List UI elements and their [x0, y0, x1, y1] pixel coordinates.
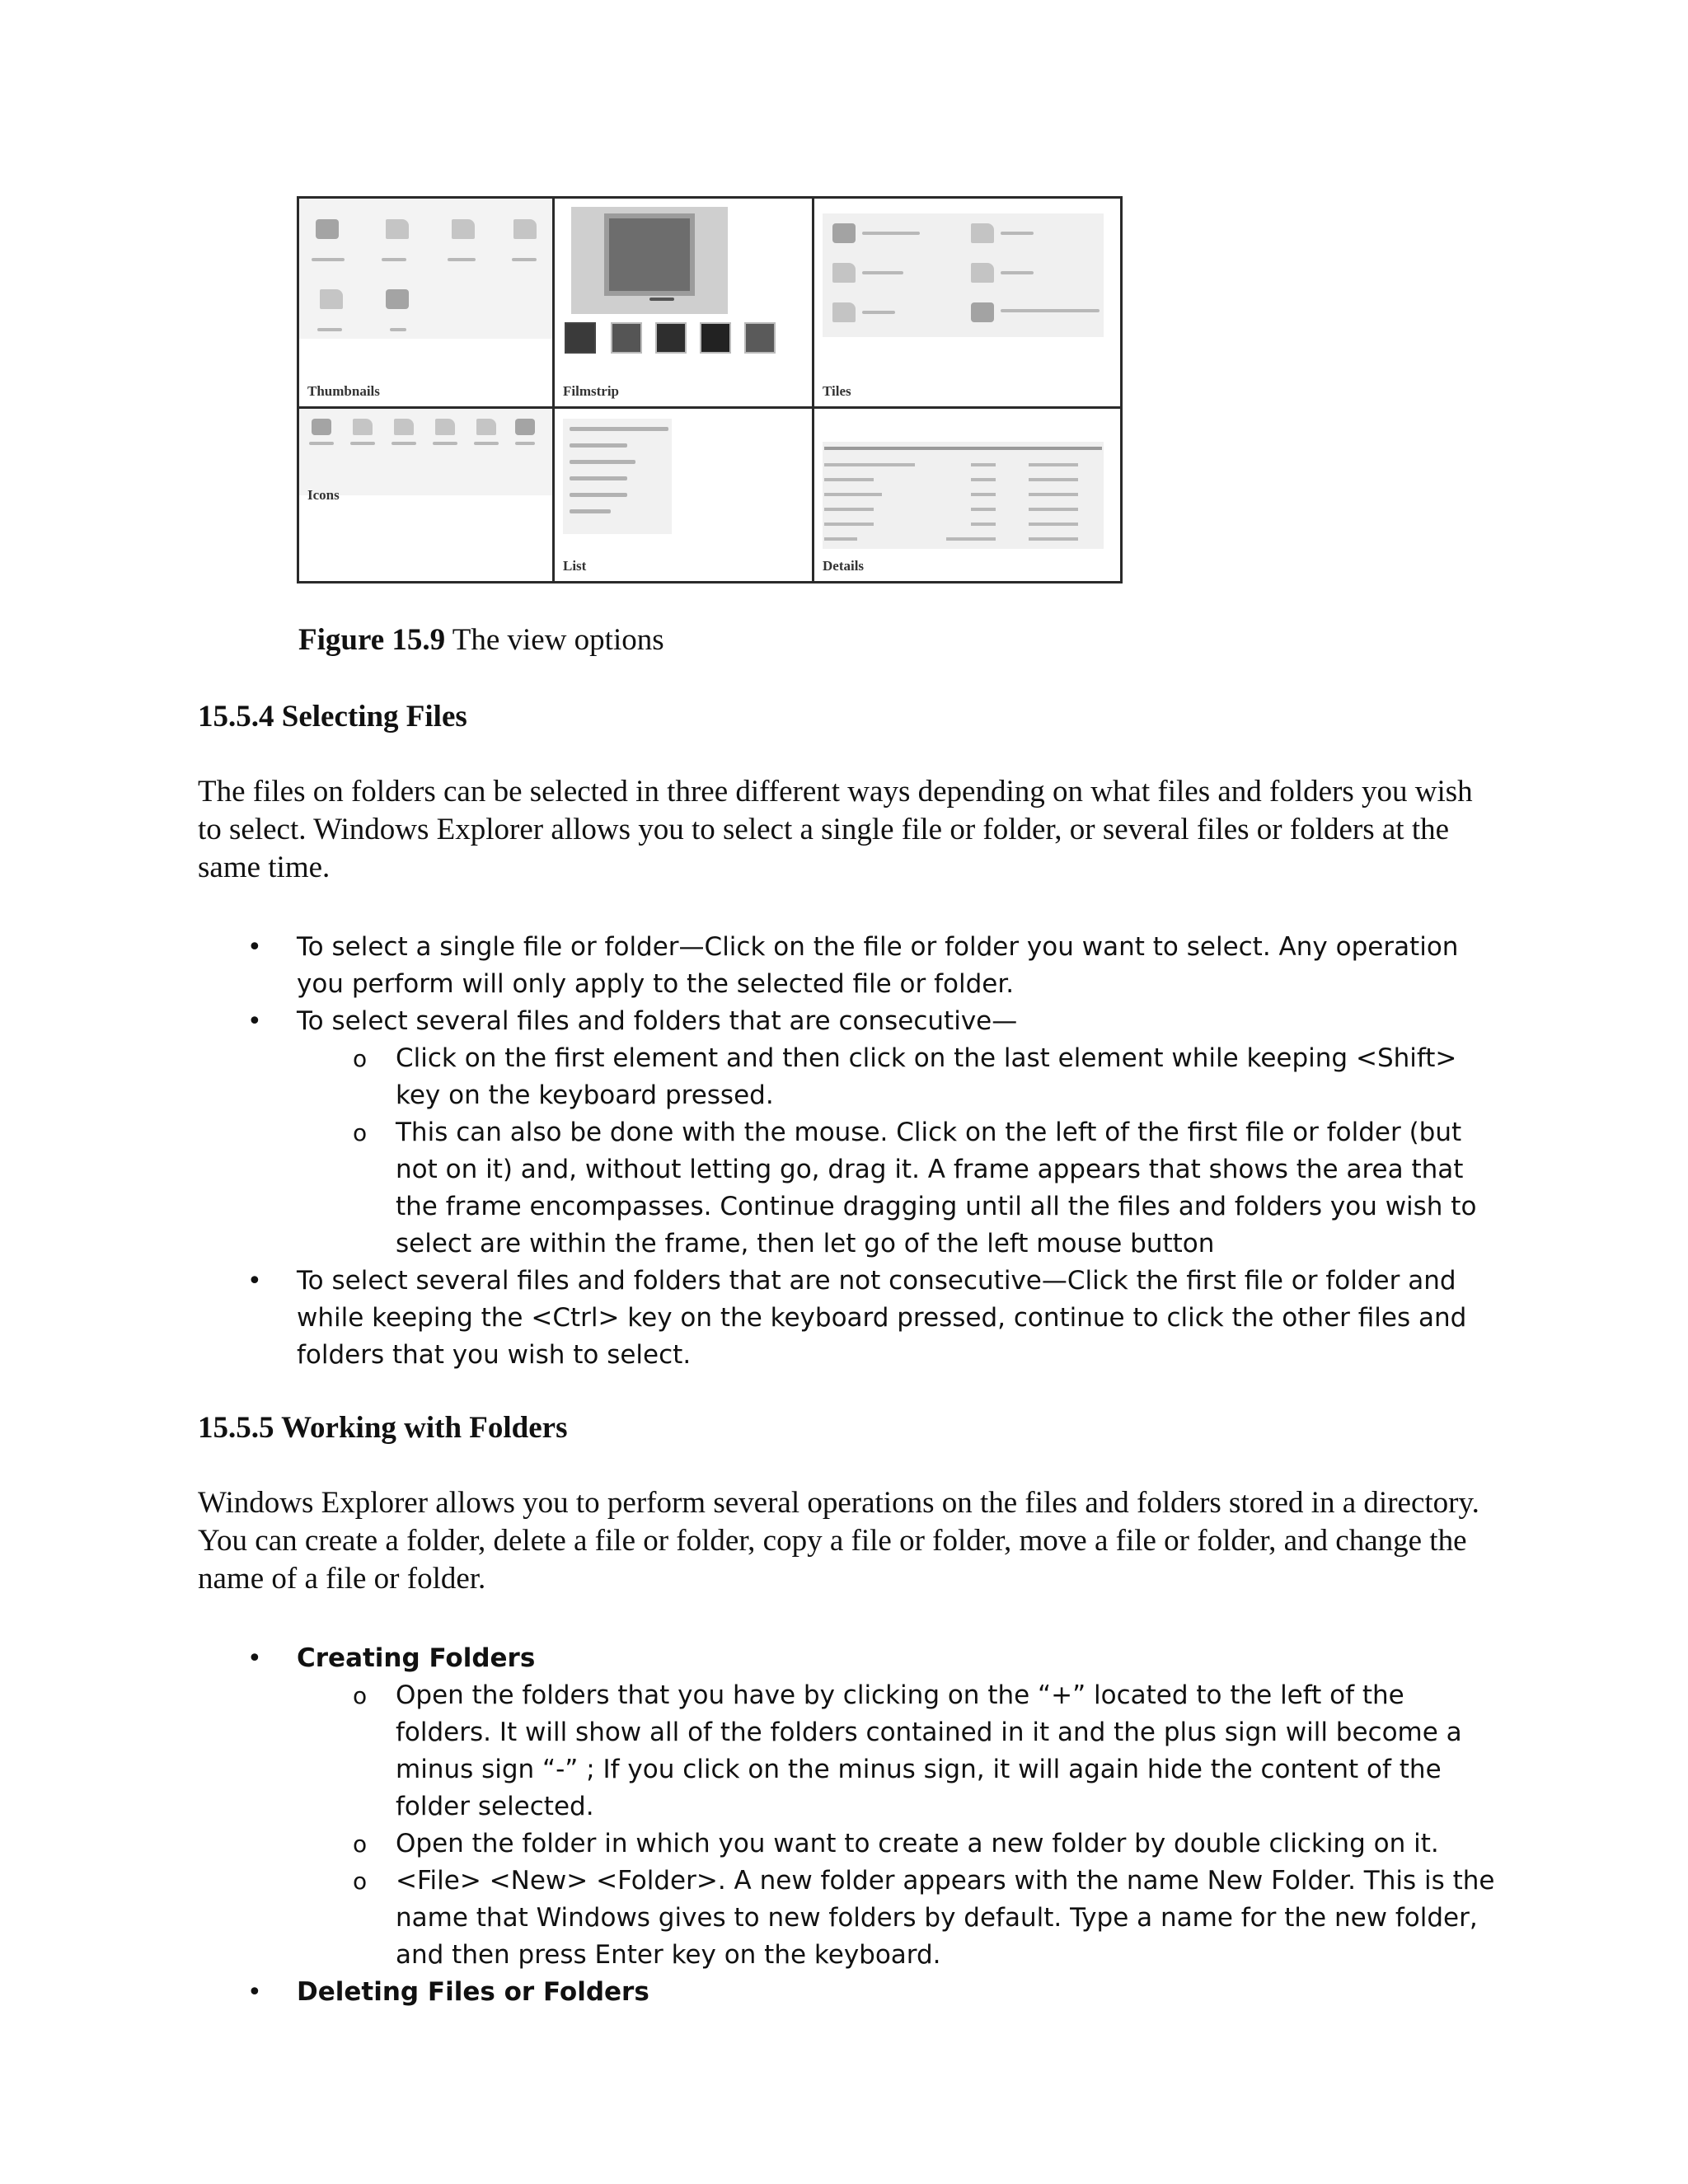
icons-pane	[299, 409, 552, 495]
tile-caption	[1001, 271, 1034, 274]
folder-icon	[832, 302, 856, 322]
folder-icon	[394, 419, 414, 435]
details-label: Details	[823, 558, 865, 574]
sub-list-item	[297, 1825, 1500, 1863]
icon-caption	[309, 442, 334, 445]
details-cell	[971, 463, 996, 466]
file-icon	[971, 302, 994, 322]
sub-bullet-text: This can also be done with the mouse. Click on the left of the first file or folder (but not on it) and, without letting go, drag it. A frame appears that shows the area that the frame encompasses. Continue dragging until all the files and folders you wish to select are within the frame, then let go of the left mouse button	[396, 1118, 1477, 1258]
figure-cell-icons	[299, 409, 555, 581]
list-item	[247, 929, 1500, 1003]
film-thumbnail	[611, 322, 642, 354]
film-thumbnail	[744, 322, 776, 354]
sub-list-item	[297, 1114, 1500, 1263]
selecting-files-list	[247, 929, 1500, 1374]
figure-number: Figure 15.9	[298, 623, 446, 657]
bullet-text: To select several files and folders that are consecutive—	[297, 1006, 1018, 1036]
list-entry	[570, 509, 611, 513]
sub-list	[297, 1677, 1500, 1974]
icon-caption	[433, 442, 457, 445]
icon-caption	[474, 442, 499, 445]
sub-list-item	[297, 1040, 1500, 1114]
list-item	[247, 1974, 1500, 2011]
section-heading-working-with-folders: 15.5.5 Working with Folders	[198, 1411, 568, 1445]
list-entry	[570, 493, 627, 497]
sub-bullet-text: Open the folders that you have by clicking on the “+” located to the left of the folders. It will show all of the folders contained in it and the plus sign will become a minus sign “-” ; If you click on the minus sign, it will again hide the content of the folder selected.	[396, 1680, 1462, 1821]
details-cell	[971, 523, 996, 526]
tiles-label: Tiles	[823, 383, 851, 399]
film-thumbnail	[565, 322, 596, 354]
playback-controls	[649, 298, 674, 301]
icon-caption	[317, 328, 342, 331]
bullet-text: To select several files and folders that are not consecutive—Click the first file or folder and while keeping the <Ctrl> key on the keyboard pressed, continue to click the other files and folders that you wish to select.	[297, 1266, 1467, 1370]
bullet-text: To select a single file or folder—Click on the file or folder you want to select. Any operation you perform will only apply to the selected file or folder.	[297, 932, 1459, 999]
icon-caption	[392, 442, 416, 445]
icon-caption	[390, 328, 406, 331]
folder-icon	[476, 419, 496, 435]
bullet-title: Creating Folders	[297, 1643, 536, 1673]
sub-bullet-text: Click on the first element and then click on the last element while keeping <Shift> key on the keyboard pressed.	[396, 1043, 1457, 1110]
working-with-folders-intro: Windows Explorer allows you to perform several operations on the files and folders stored in a directory. You can create a folder, delete a file or folder, copy a file or folder, move a file or folder, and change the name of a file or folder.	[198, 1486, 1479, 1596]
details-row	[824, 463, 915, 466]
figure-caption-text: The view options	[445, 623, 664, 657]
folder-icon	[386, 219, 409, 239]
list-entry	[570, 443, 627, 448]
icons-label: Icons	[307, 487, 340, 503]
list-item	[247, 1263, 1500, 1374]
sub-bullet-text: Open the folder in which you want to create a new folder by double clicking on it.	[396, 1829, 1439, 1858]
details-cell	[971, 478, 996, 481]
list-item	[247, 1003, 1500, 1263]
list-entry	[570, 460, 635, 464]
folder-icon	[513, 219, 537, 239]
details-cell	[946, 537, 996, 541]
data-sources-icon	[312, 419, 331, 435]
details-cell	[1029, 508, 1078, 511]
details-cell	[971, 493, 996, 496]
figure-cell-thumbnails	[299, 199, 555, 409]
sub-bullet-text: <File> <New> <Folder>. A new folder appears with the name New Folder. This is the name that Windows gives to new folders by default. Type a name for the new folder, and then press Enter key on the keyboard.	[396, 1866, 1495, 1970]
icon-caption	[382, 258, 406, 261]
folder-icon	[832, 263, 856, 283]
view-options-figure	[297, 196, 1123, 583]
working-with-folders-list	[247, 1640, 1500, 2011]
details-row	[824, 508, 874, 511]
details-row	[824, 537, 857, 541]
figure-cell-details	[814, 409, 1120, 581]
folder-icon	[320, 289, 343, 309]
sub-list-item	[297, 1677, 1500, 1825]
icon-caption	[312, 258, 345, 261]
folder-icon	[435, 419, 455, 435]
data-sources-icon	[832, 223, 856, 243]
icon-caption	[512, 258, 537, 261]
file-icon	[515, 419, 535, 435]
figure-cell-tiles	[814, 199, 1120, 409]
film-thumbnail	[655, 322, 687, 354]
film-thumbnail	[700, 322, 731, 354]
folder-icon	[452, 219, 475, 239]
details-cell	[1029, 478, 1078, 481]
details-row	[824, 478, 874, 481]
folder-icon	[353, 419, 373, 435]
details-row	[824, 523, 874, 526]
tile-caption	[1001, 309, 1100, 312]
details-cell	[971, 508, 996, 511]
sub-list	[297, 1040, 1500, 1263]
thumbnails-label: Thumbnails	[307, 383, 380, 399]
list-item	[247, 1640, 1500, 1974]
icon-caption	[448, 258, 476, 261]
tile-caption	[862, 271, 903, 274]
icon-caption	[515, 442, 535, 445]
sub-list-item	[297, 1863, 1500, 1974]
tile-caption	[1001, 232, 1034, 235]
list-entry	[570, 476, 627, 480]
section-heading-selecting-files: 15.5.4 Selecting Files	[198, 700, 467, 733]
filmstrip-label: Filmstrip	[563, 383, 619, 399]
folder-icon	[971, 223, 994, 243]
details-cell	[1029, 523, 1078, 526]
figure-cell-list	[555, 409, 814, 581]
file-icon	[386, 289, 409, 309]
details-cell	[1029, 537, 1078, 541]
bullet-title: Deleting Files or Folders	[297, 1977, 649, 2007]
figure-caption	[298, 622, 664, 658]
list-entry	[570, 427, 668, 431]
details-cell	[1029, 463, 1078, 466]
details-cell	[1029, 493, 1078, 496]
tile-caption	[862, 232, 920, 235]
details-header-row	[824, 447, 1102, 450]
details-row	[824, 493, 882, 496]
tile-caption	[862, 311, 895, 314]
list-label: List	[563, 558, 587, 574]
data-sources-icon	[316, 219, 339, 239]
figure-cell-filmstrip	[555, 199, 814, 409]
selecting-files-intro: The files on folders can be selected in three different ways depending on what files and folders you wish to select. Windows Explorer allows you to select a single file or folder, or several files or folders at the same time.	[198, 775, 1473, 884]
icon-caption	[350, 442, 375, 445]
folder-icon	[971, 263, 994, 283]
